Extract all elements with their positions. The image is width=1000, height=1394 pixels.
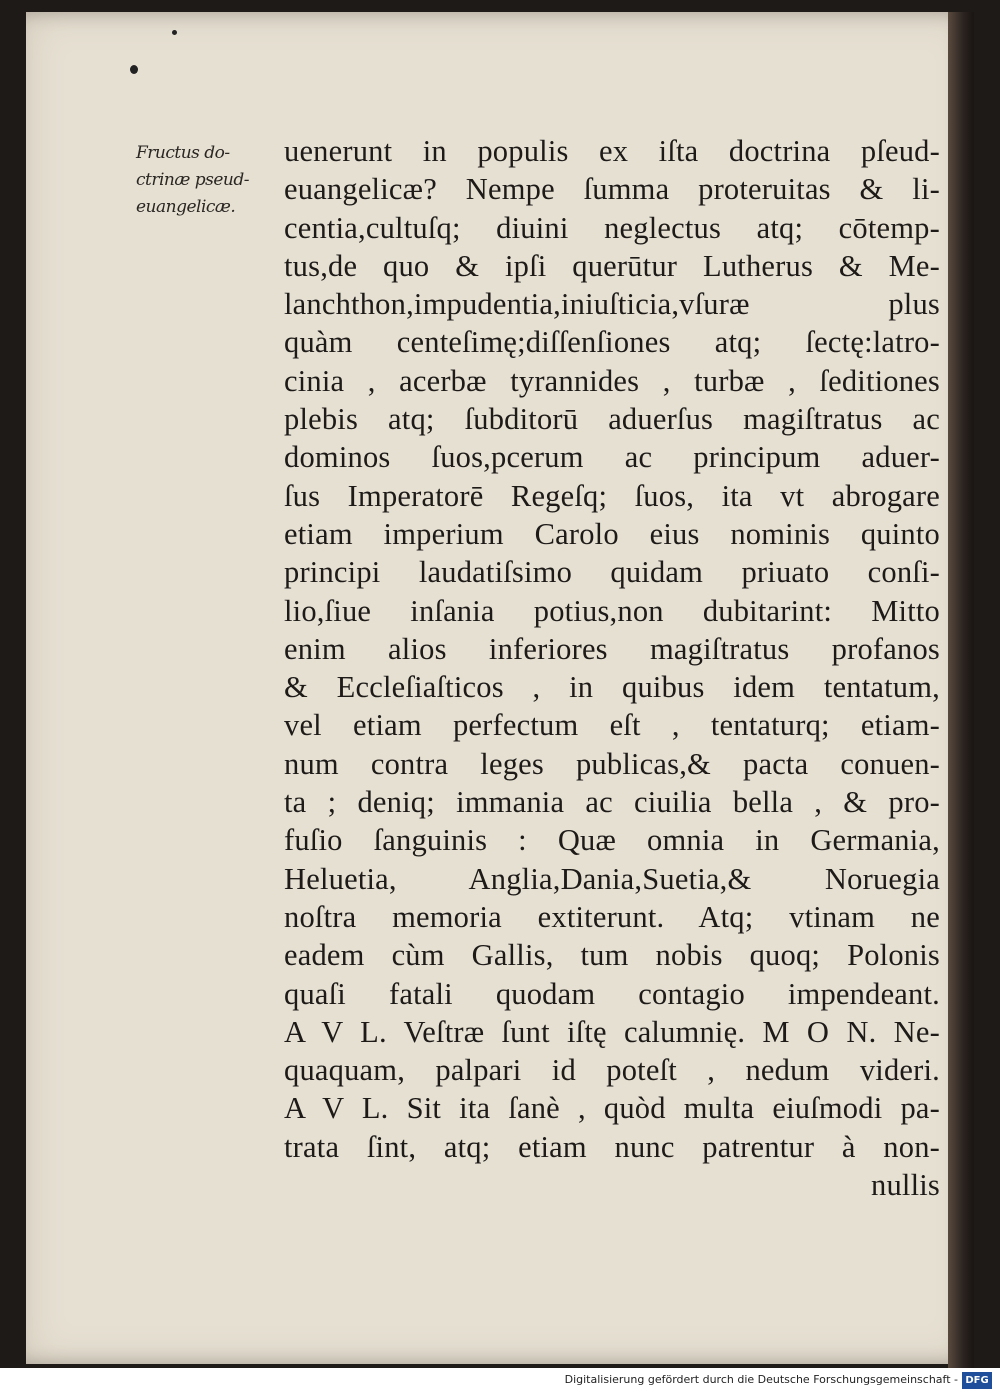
main-text-block bbox=[284, 132, 940, 1204]
text-line: num contra leges publicas,& pacta conuen- bbox=[284, 746, 940, 781]
text-line: principi laudatiſsimo quidam priuato conſi- bbox=[284, 555, 940, 590]
text-line: vel etiam perfectum eſt , tentaturq; etiam- bbox=[284, 708, 940, 743]
text-line: nullis bbox=[871, 1168, 940, 1203]
text-line: euangelicæ? Nempe ſumma proteruitas & li- bbox=[284, 172, 940, 207]
footer-bar bbox=[0, 1368, 1000, 1394]
text-line: tus,de quo & ipſi querūtur Lutherus & Me- bbox=[284, 248, 940, 283]
marginal-note: Fructus do- ctrinæ pseud- euangelicæ. bbox=[136, 143, 249, 217]
text-line: Heluetia, Anglia,Dania,Suetia,& Noruegia bbox=[284, 861, 940, 896]
text-line: lio,ſiue inſania potius,non dubitarint: Mitto bbox=[284, 593, 940, 628]
text-line: dominos ſuos,pcerum ac principum aduer- bbox=[284, 440, 940, 475]
text-line: enim alios inferiores magiſtratus profanos bbox=[284, 631, 940, 666]
page-gutter-shadow bbox=[948, 12, 974, 1380]
text-line: trata ſint, atq; etiam nunc patrentur à non- bbox=[284, 1129, 940, 1164]
text-line: plebis atq; ſubditorū aduerſus magiſtratus ac bbox=[284, 402, 940, 437]
text-line: A V L. Sit ita ſanè , quòd multa eiuſmodi pa- bbox=[284, 1091, 940, 1126]
dfg-logo-icon: DFG bbox=[962, 1372, 992, 1389]
funding-credit: Digitalisierung gefördert durch die Deutsche Forschungsgemeinschaft - bbox=[564, 1373, 958, 1386]
text-line: lanchthon,impudentia,iniuſticia,vſuræ plus bbox=[284, 287, 940, 322]
text-line: uenerunt in populis ex iſta doctrina pſeud- bbox=[284, 134, 940, 168]
ink-speck bbox=[172, 30, 177, 35]
text-line: noſtra memoria extiterunt. Atq; vtinam ne bbox=[284, 899, 940, 934]
text-line: ta ; deniq; immania ac ciuilia bella , & pro- bbox=[284, 785, 940, 820]
text-line: ſus Imperatorē Regeſq; ſuos, ita vt abrogare bbox=[284, 478, 940, 513]
text-line: cinia , acerbæ tyrannides , turbæ , ſeditiones bbox=[284, 363, 940, 398]
text-line: A V L. Veſtræ ſunt iſtę calumnię. M O N. Ne- bbox=[284, 1014, 940, 1049]
text-line: & Eccleſiaſticos , in quibus idem tentatum, bbox=[284, 670, 940, 705]
text-line: etiam imperium Carolo eius nominis quinto bbox=[284, 516, 940, 551]
ink-speck bbox=[130, 65, 138, 74]
text-line: centia,cultuſq; diuini neglectus atq; cōtemp- bbox=[284, 210, 940, 245]
text-line: fuſio ſanguinis : Quæ omnia in Germania, bbox=[284, 823, 940, 858]
text-line: eadem cùm Gallis, tum nobis quoq; Polonis bbox=[284, 938, 940, 973]
text-line: quaquam, palpari id poteſt , nedum videri. bbox=[284, 1053, 940, 1088]
text-line: quaſi fatali quodam contagio impendeant. bbox=[284, 976, 940, 1011]
text-line: quàm centeſimę;diſſenſiones atq; ſectę:latro- bbox=[284, 325, 940, 360]
